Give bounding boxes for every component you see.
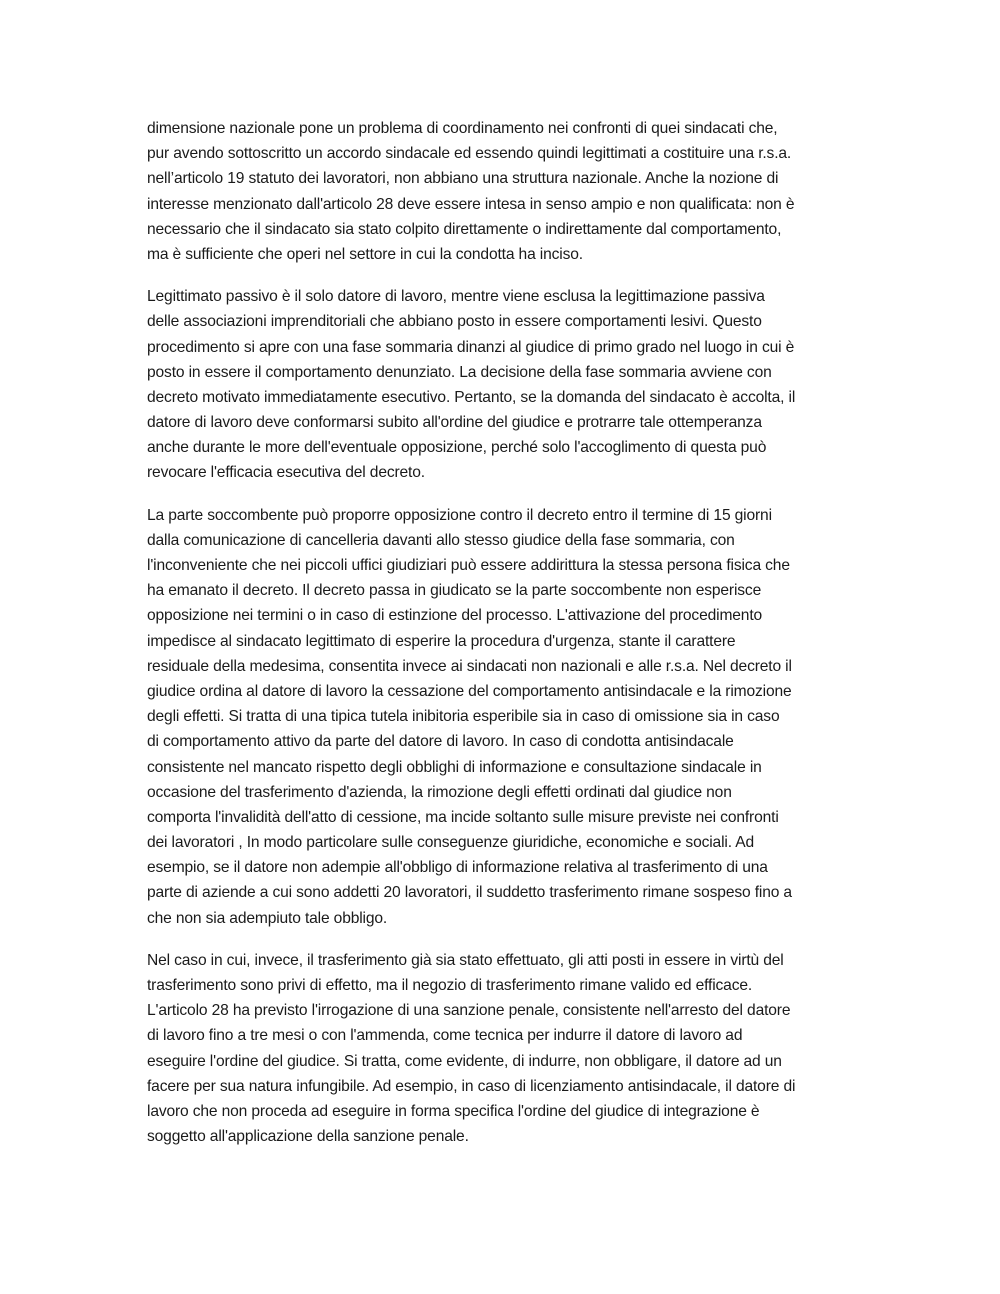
text-line: pur avendo sottoscritto un accordo sindacale ed essendo quindi legittimati a costituire una r.s.a. xyxy=(147,145,792,163)
text-line: giudice ordina al datore di lavoro la cessazione del comportamento antisindacale e la rimozione xyxy=(147,682,792,700)
text-line: necessario che il sindacato sia stato colpito direttamente o indirettamente dal comportamento, xyxy=(147,220,782,238)
text-line: nell’articolo 19 statuto dei lavoratori, non abbiano una struttura nazionale. Anche la nozione di xyxy=(147,170,779,188)
text-line: di lavoro fino a tre mesi o con l'ammenda, come tecnica per indurre il datore di lavoro ad xyxy=(147,1027,743,1045)
text-line: ma è sufficiente che operi nel settore in cui la condotta ha inciso. xyxy=(147,245,583,263)
text-line: di comportamento attivo da parte del datore di lavoro. In caso di condotta antisindacale xyxy=(147,733,734,751)
text-line: parte di aziende a cui sono addetti 20 lavoratori, il suddetto trasferimento rimane sospeso fino a xyxy=(147,884,792,902)
document-body xyxy=(147,116,852,1166)
text-line: che non sia adempiuto tale obbligo. xyxy=(147,909,388,927)
text-line: anche durante le more dell'eventuale opposizione, perché solo l'accoglimento di questa può xyxy=(147,439,767,457)
text-line: residuale della medesima, consentita invece ai sindacati non nazionali e alle r.s.a. Nel decreto il xyxy=(147,657,792,675)
text-line: l'inconveniente che nei piccoli uffici giudiziari può essere addirittura la stessa persona fisica che xyxy=(147,557,790,574)
text-line: consistente nel mancato rispetto degli obblighi di informazione e consultazione sindacale in xyxy=(147,758,762,776)
paragraph xyxy=(147,284,852,486)
text-line: L'articolo 28 ha previsto l'irrogazione di una sanzione penale, consistente nell'arresto del datore xyxy=(147,1002,791,1020)
text-line: degli effetti. Si tratta di una tipica tutela inibitoria esperibile sia in caso di omissione sia in caso xyxy=(147,708,780,726)
text-line: decreto motivato immediatamente esecutivo. Pertanto, se la domanda del sindacato è accolta, il xyxy=(147,388,796,406)
text-line: Legittimato passivo è il solo datore di lavoro, mentre viene esclusa la legittimazione passiva xyxy=(147,288,765,306)
text-line: facere per sua natura infungibile. Ad esempio, in caso di licenziamento antisindacale, il datore di xyxy=(147,1077,796,1095)
text-line: impedisce al sindacato legittimato di esperire la procedura d'urgenza, stante il carattere xyxy=(147,632,736,650)
text-line: dimensione nazionale pone un problema di coordinamento nei confronti di quei sindacati che, xyxy=(147,120,778,137)
text-line: lavoro che non proceda ad eseguire in forma specifica l'ordine del giudice di integrazione è xyxy=(147,1102,760,1120)
text-line: esempio, se il datore non adempie all'obbligo di informazione relativa al trasferimento di una xyxy=(147,859,768,877)
paragraph xyxy=(147,116,852,267)
text-line: soggetto all'applicazione della sanzione penale. xyxy=(147,1128,469,1146)
text-line: opposizione nei termini o in caso di estinzione del processo. L'attivazione del procedimento xyxy=(147,607,763,625)
text-line: interesse menzionato dall'articolo 28 deve essere intesa in senso ampio e non qualificata: non è xyxy=(147,195,795,213)
text-line: eseguire l'ordine del giudice. Si tratta, come evidente, di indurre, non obbligare, il datore ad un xyxy=(147,1052,782,1070)
text-line: dalla comunicazione di cancelleria davanti allo stesso giudice della fase sommaria, con xyxy=(147,531,735,549)
text-line: datore di lavoro deve conformarsi subito all'ordine del giudice e protrarre tale ottemperanza xyxy=(147,414,762,432)
text-line: comporta l'invalidità dell'atto di cessione, ma incide soltanto sulle misure previste nei confronti xyxy=(147,808,779,826)
text-line: La parte soccombente può proporre opposizione contro il decreto entro il termine di 15 giorni xyxy=(147,506,772,524)
text-line: revocare l'efficacia esecutiva del decreto. xyxy=(147,464,425,482)
paragraph xyxy=(147,948,852,1150)
text-line: occasione del trasferimento d'azienda, la rimozione degli effetti ordinati dal giudice non xyxy=(147,783,732,801)
paragraph xyxy=(147,503,852,931)
text-line: procedimento si apre con una fase sommaria dinanzi al giudice di primo grado nel luogo in cui è xyxy=(147,338,795,356)
text-line: ha emanato il decreto. Il decreto passa in giudicato se la parte soccombente non esperisce xyxy=(147,582,762,600)
text-line: Nel caso in cui, invece, il trasferimento già sia stato effettuato, gli atti posti in essere in virtù del xyxy=(147,951,784,969)
text-line: delle associazioni imprenditoriali che abbiano posto in essere comportamenti lesivi. Questo xyxy=(147,313,762,331)
text-line: posto in essere il comportamento denunziato. La decisione della fase sommaria avviene con xyxy=(147,363,772,381)
text-line: dei lavoratori , In modo particolare sulle conseguenze giuridiche, economiche e sociali. Ad xyxy=(147,834,754,852)
text-line: trasferimento sono privi di effetto, ma il negozio di trasferimento rimane valido ed efficace. xyxy=(147,977,753,994)
